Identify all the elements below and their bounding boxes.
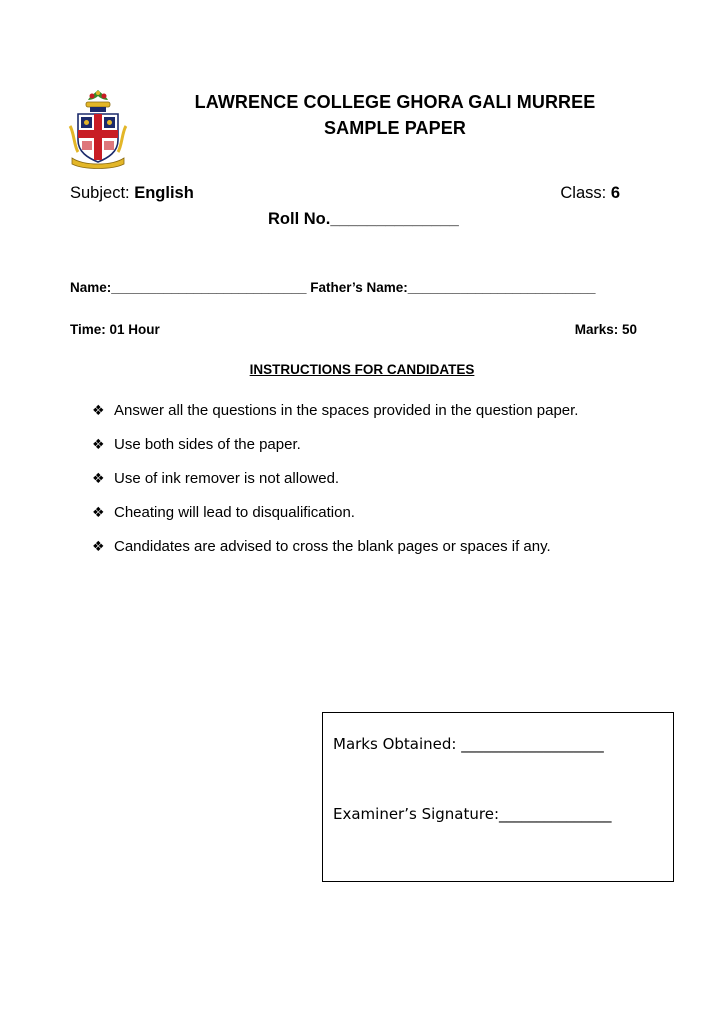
diamond-bullet-icon: ❖: [92, 538, 105, 554]
instruction-text: Use of ink remover is not allowed.: [114, 470, 340, 487]
list-item: [92, 436, 578, 470]
time-label: Time: 01 Hour: [70, 322, 160, 337]
paper-title: SAMPLE PAPER: [324, 118, 466, 138]
roll-number-field[interactable]: Roll No.______________: [268, 210, 459, 228]
instruction-text: Candidates are advised to cross the blank pages or spaces if any.: [114, 538, 551, 555]
instructions-list: [92, 402, 578, 572]
list-item: [92, 538, 578, 572]
list-item: [92, 402, 578, 436]
subject-value: English: [134, 184, 194, 202]
list-item: [92, 504, 578, 538]
college-crest-icon: [66, 86, 130, 170]
class-value: 6: [610, 184, 620, 202]
instruction-text: Use both sides of the paper.: [114, 436, 301, 453]
college-name: LAWRENCE COLLEGE GHORA GALI MURREE: [194, 92, 596, 112]
instruction-text: Answer all the questions in the spaces provided in the question paper.: [114, 402, 579, 419]
instructions-heading: INSTRUCTIONS FOR CANDIDATES: [249, 362, 475, 377]
class-label: Class:: [560, 184, 611, 202]
examiner-box: [322, 712, 674, 882]
marks-obtained-field[interactable]: Marks Obtained: ___________________: [333, 735, 604, 753]
class-line: [560, 184, 620, 203]
instruction-text: Cheating will lead to disqualification.: [114, 504, 355, 521]
diamond-bullet-icon: ❖: [92, 470, 105, 486]
subject-line: [70, 184, 194, 203]
marks-label: Marks: 50: [574, 322, 637, 337]
diamond-bullet-icon: ❖: [92, 436, 105, 452]
diamond-bullet-icon: ❖: [92, 402, 105, 418]
list-item: [92, 470, 578, 504]
examiner-signature-field[interactable]: Examiner’s Signature:_______________: [333, 805, 612, 823]
diamond-bullet-icon: ❖: [92, 504, 105, 520]
subject-label: Subject:: [70, 184, 135, 202]
name-fields[interactable]: Name:__________________________ Father’s Name:_________________________: [70, 280, 596, 295]
